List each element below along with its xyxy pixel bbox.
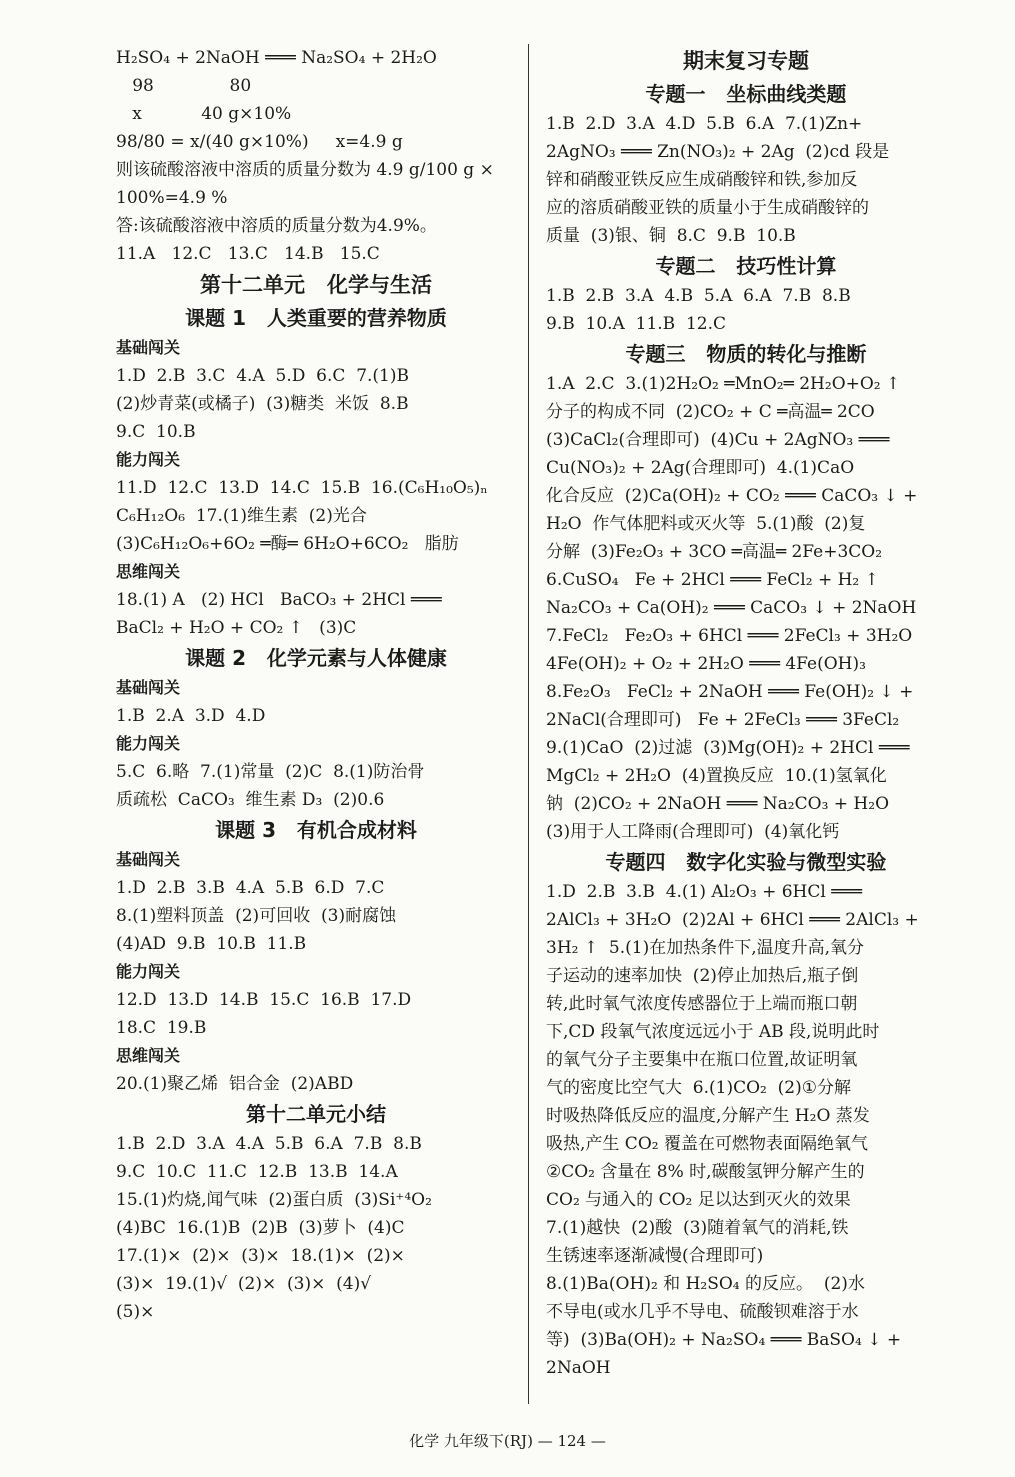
answer-line: 则该硫酸溶液中溶质的质量分数为 4.9 g/100 g × xyxy=(116,160,494,180)
answer-line: (5)× xyxy=(116,1302,155,1322)
answer-line: 化合反应 (2)Ca(OH)₂ + CO₂ ═══ CaCO₃ ↓ + xyxy=(546,486,918,506)
answer-line: (3)CaCl₂(合理即可) (4)Cu + 2AgNO₃ ═══ xyxy=(546,430,890,450)
answer-line: H₂O 作气体肥料或灭火等 5.(1)酸 (2)复 xyxy=(546,514,866,534)
answer-line: 生锈速率逐渐减慢(合理即可) xyxy=(546,1246,764,1266)
answer-line: 2AgNO₃ ═══ Zn(NO₃)₂ + 2Ag (2)cd 段是 xyxy=(546,142,890,162)
answer-line: 下,CD 段氧气浓度远远小于 AB 段,说明此时 xyxy=(546,1022,880,1042)
answer-line: 答:该硫酸溶液中溶质的质量分数为4.9%。 xyxy=(116,216,437,236)
answer-line: 100%=4.9 % xyxy=(116,188,228,208)
answer-line: 8.(1)塑料顶盖 (2)可回收 (3)耐腐蚀 xyxy=(116,906,397,926)
column-divider xyxy=(528,44,529,1404)
answer-line: 9.C 10.B xyxy=(116,422,196,442)
topic-heading: 课题 3 有机合成材料 xyxy=(215,818,417,842)
answer-line: 应的溶质硝酸亚铁的质量小于生成硝酸锌的 xyxy=(546,198,869,218)
answer-line: 吸热,产生 CO₂ 覆盖在可燃物表面隔绝氧气 xyxy=(546,1134,868,1154)
answer-line: (3)用于人工降雨(合理即可) (4)氧化钙 xyxy=(546,822,840,842)
answer-line: 气的密度比空气大 6.(1)CO₂ (2)①分解 xyxy=(546,1078,851,1098)
section-label: 能力闯关 xyxy=(116,962,181,981)
answer-line: 1.D 2.B 3.B 4.A 5.B 6.D 7.C xyxy=(116,878,385,898)
topic-heading: 第十二单元小结 xyxy=(246,1102,386,1126)
answer-line: BaCl₂ + H₂O + CO₂ ↑ (3)C xyxy=(116,618,357,638)
answer-line: 7.(1)越快 (2)酸 (3)随着氧气的消耗,铁 xyxy=(546,1218,849,1238)
page-footer: 化学 九年级下(RJ) — 124 — xyxy=(409,1432,606,1450)
answer-line: 8.Fe₂O₃ FeCl₂ + 2NaOH ═══ Fe(OH)₂ ↓ + xyxy=(546,682,914,702)
answer-line: 1.D 2.B 3.B 4.(1) Al₂O₃ + 6HCl ═══ xyxy=(546,882,862,902)
answer-line: 9.(1)CaO (2)过滤 (3)Mg(OH)₂ + 2HCl ═══ xyxy=(546,738,910,758)
answer-line: 等) (3)Ba(OH)₂ + Na₂SO₄ ═══ BaSO₄ ↓ + xyxy=(546,1330,902,1350)
answer-line: 17.(1)× (2)× (3)× 18.(1)× (2)× xyxy=(116,1246,405,1266)
answer-line: 3H₂ ↑ 5.(1)在加热条件下,温度升高,氧分 xyxy=(546,938,865,958)
section-label: 思维闯关 xyxy=(116,1046,181,1065)
answer-line: 1.D 2.B 3.C 4.A 5.D 6.C 7.(1)B xyxy=(116,366,410,386)
answer-line: Cu(NO₃)₂ + 2Ag(合理即可) 4.(1)CaO xyxy=(546,458,855,478)
answer-line: 9.B 10.A 11.B 12.C xyxy=(546,314,727,334)
answer-line: 11.D 12.C 13.D 14.C 15.B 16.(C₆H₁₀O₅)ₙ xyxy=(116,478,488,498)
answer-line: 锌和硝酸亚铁反应生成硝酸锌和铁,参加反 xyxy=(546,170,858,190)
answer-line: 子运动的速率加快 (2)停止加热后,瓶子倒 xyxy=(546,966,859,986)
answer-line: (3)C₆H₁₂O₆+6O₂ ═酶═ 6H₂O+6CO₂ 脂肪 xyxy=(116,534,459,554)
unit-heading: 第十二单元 化学与生活 xyxy=(200,273,432,297)
answer-line: 1.A 2.C 3.(1)2H₂O₂ ═MnO₂═ 2H₂O+O₂ ↑ xyxy=(546,374,901,394)
answer-line: 2AlCl₃ + 3H₂O (2)2Al + 6HCl ═══ 2AlCl₃ + xyxy=(546,910,919,930)
section-label: 能力闯关 xyxy=(116,734,181,753)
answer-line: 1.B 2.D 3.A 4.D 5.B 6.A 7.(1)Zn+ xyxy=(546,114,863,134)
topic-heading: 课题 2 化学元素与人体健康 xyxy=(185,646,447,670)
answer-line: 1.B 2.A 3.D 4.D xyxy=(116,706,266,726)
answer-line: 分解 (3)Fe₂O₃ + 3CO ═高温═ 2Fe+3CO₂ xyxy=(546,542,883,562)
answer-line: 20.(1)聚乙烯 铝合金 (2)ABD xyxy=(116,1074,354,1094)
answer-line: 7.FeCl₂ Fe₂O₃ + 6HCl ═══ 2FeCl₃ + 3H₂O xyxy=(546,626,913,646)
answer-line: 钠 (2)CO₂ + 2NaOH ═══ Na₂CO₃ + H₂O xyxy=(546,794,890,814)
answer-line: 18.(1) A (2) HCl BaCO₃ + 2HCl ═══ xyxy=(116,590,442,610)
answer-line: 转,此时氧气浓度传感器位于上端而瓶口朝 xyxy=(546,994,858,1014)
topic-heading: 专题三 物质的转化与推断 xyxy=(625,342,867,366)
topic-heading: 专题二 技巧性计算 xyxy=(655,254,837,278)
answer-line: 15.(1)灼烧,闻气味 (2)蛋白质 (3)Si⁺⁴O₂ xyxy=(116,1190,432,1210)
section-label: 基础闯关 xyxy=(116,850,181,869)
answer-line: 11.A 12.C 13.C 14.B 15.C xyxy=(116,244,380,264)
unit-heading: 期末复习专题 xyxy=(683,49,809,73)
answer-line: (2)炒青菜(或橘子) (3)糖类 米饭 8.B xyxy=(116,394,409,414)
answer-line: C₆H₁₂O₆ 17.(1)维生素 (2)光合 xyxy=(116,506,367,526)
answer-line: 4Fe(OH)₂ + O₂ + 2H₂O ═══ 4Fe(OH)₃ xyxy=(546,654,866,674)
answer-line: 98 80 xyxy=(116,76,252,96)
section-label: 基础闯关 xyxy=(116,678,181,697)
section-label: 思维闯关 xyxy=(116,562,181,581)
answer-line: H₂SO₄ + 2NaOH ═══ Na₂SO₄ + 2H₂O xyxy=(116,48,437,68)
answer-line: Na₂CO₃ + Ca(OH)₂ ═══ CaCO₃ ↓ + 2NaOH xyxy=(546,598,917,618)
answer-line: 质量 (3)银、铜 8.C 9.B 10.B xyxy=(546,226,796,246)
answer-line: (4)AD 9.B 10.B 11.B xyxy=(116,934,307,954)
topic-heading: 专题一 坐标曲线类题 xyxy=(645,82,847,106)
answer-line: 8.(1)Ba(OH)₂ 和 H₂SO₄ 的反应。 (2)水 xyxy=(546,1274,865,1294)
answer-line: 2NaCl(合理即可) Fe + 2FeCl₃ ═══ 3FeCl₂ xyxy=(546,710,900,730)
answer-line: 1.B 2.B 3.A 4.B 5.A 6.A 7.B 8.B xyxy=(546,286,851,306)
answer-line: MgCl₂ + 2H₂O (4)置换反应 10.(1)氢氧化 xyxy=(546,766,887,786)
answer-line: 98/80 = x/(40 g×10%) x=4.9 g xyxy=(116,132,403,152)
answer-line: (3)× 19.(1)√ (2)× (3)× (4)√ xyxy=(116,1274,372,1294)
topic-heading: 课题 1 人类重要的营养物质 xyxy=(185,306,447,330)
answer-line: 的氧气分子主要集中在瓶口位置,故证明氧 xyxy=(546,1050,858,1070)
answer-line: 12.D 13.D 14.B 15.C 16.B 17.D xyxy=(116,990,412,1010)
answer-line: 18.C 19.B xyxy=(116,1018,207,1038)
answer-line: x 40 g×10% xyxy=(116,104,292,124)
answer-line: 1.B 2.D 3.A 4.A 5.B 6.A 7.B 8.B xyxy=(116,1134,422,1154)
answer-line: 分子的构成不同 (2)CO₂ + C ═高温═ 2CO xyxy=(546,402,875,422)
topic-heading: 专题四 数字化实验与微型实验 xyxy=(605,850,887,874)
answer-line: 2NaOH xyxy=(546,1358,611,1378)
answer-line: 6.CuSO₄ Fe + 2HCl ═══ FeCl₂ + H₂ ↑ xyxy=(546,570,879,590)
answer-line: 时吸热降低反应的温度,分解产生 H₂O 蒸发 xyxy=(546,1106,870,1126)
left-column xyxy=(116,44,516,1326)
answer-line: (4)BC 16.(1)B (2)B (3)萝卜 (4)C xyxy=(116,1218,405,1238)
section-label: 基础闯关 xyxy=(116,338,181,357)
answer-line: 不导电(或水几乎不导电、硫酸钡难溶于水 xyxy=(546,1302,859,1322)
answer-line: 质疏松 CaCO₃ 维生素 D₃ (2)0.6 xyxy=(116,790,385,810)
section-label: 能力闯关 xyxy=(116,450,181,469)
answer-line: 5.C 6.略 7.(1)常量 (2)C 8.(1)防治骨 xyxy=(116,762,425,782)
answer-line: 9.C 10.C 11.C 12.B 13.B 14.A xyxy=(116,1162,398,1182)
answer-line: CO₂ 与通入的 CO₂ 足以达到灭火的效果 xyxy=(546,1190,851,1210)
answer-line: ②CO₂ 含量在 8% 时,碳酸氢钾分解产生的 xyxy=(546,1162,865,1182)
right-column xyxy=(546,44,946,1382)
